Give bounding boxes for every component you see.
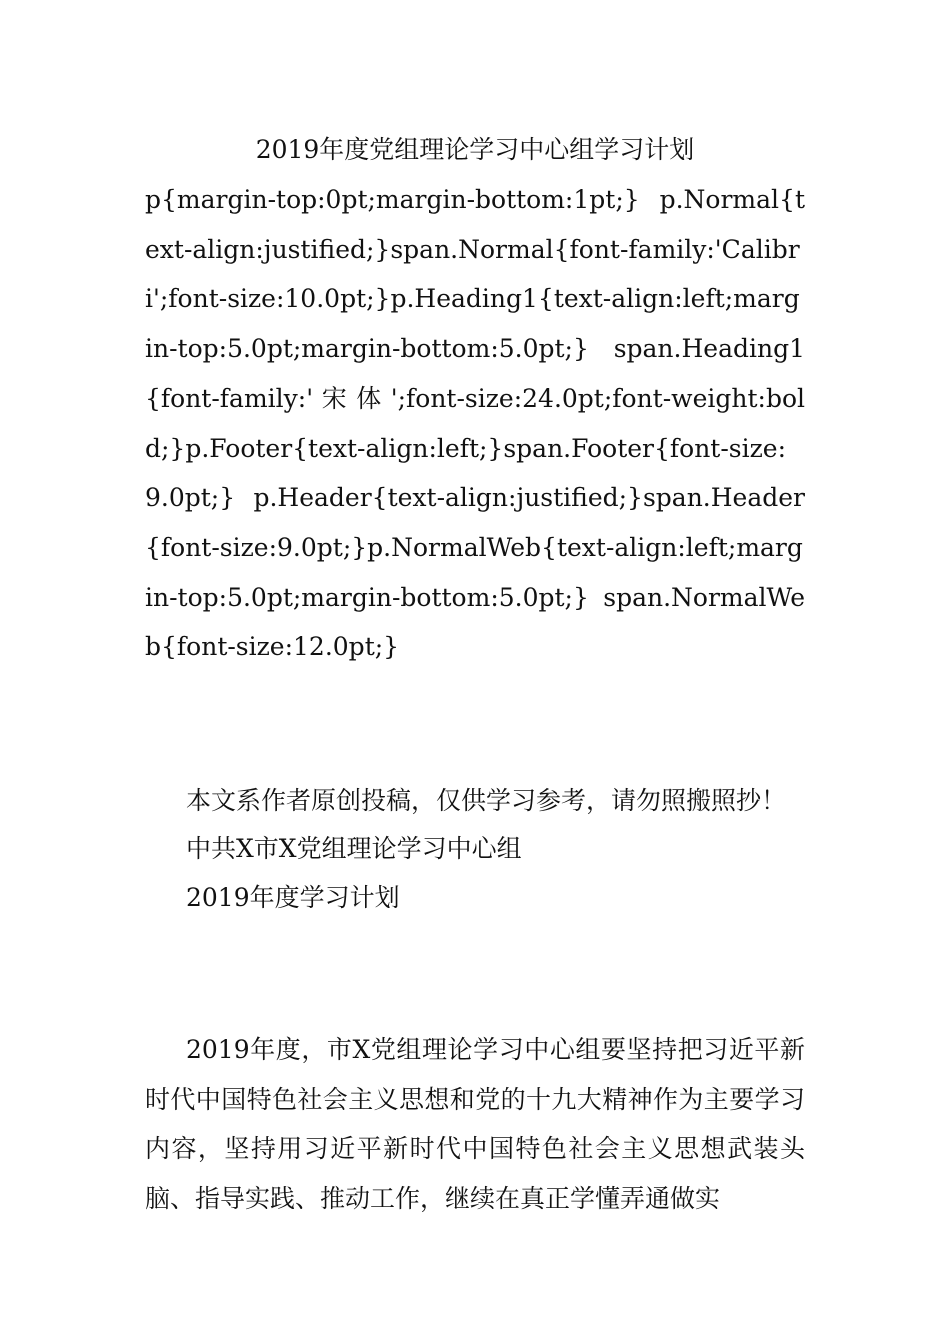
document-title: 2019年度党组理论学习中心组学习计划 [255, 135, 695, 164]
intro-paragraph: 2019年度，市X党组理论学习中心组要坚持把习近平新时代中国特色社会主义思想和党的十九大精神作为主要学习内容，坚持用习近平新时代中国特色社会主义思想武装头脑、指导实践、推动工作，继续在真正学懂弄通做实 [145, 1035, 805, 1213]
organization-name: 中共X市X党组理论学习中心组 [186, 834, 522, 863]
css-style-text: p{margin-top:0pt;margin-bottom:1pt;} p.Normal{text-align:justified;}span.Normal{font-family:'Calibri';font-size:10.0pt;}p.Heading1{text-align:left;margin-top:5.0pt;margin-bottom:5.0pt;} span.Heading1{font-family:' 宋 体 ';font-size:24.0pt;font-weight:bold;}p.Footer{text-align:left;}span.Footer{font-size:9.0pt;} p.Header{text-align:justified;}span.Header{font-size:9.0pt;}p.NormalWeb{text-align:left;margin-top:5.0pt;margin-bottom:5.0pt;} span.NormalWeb{font-size:12.0pt;} [145, 185, 805, 662]
author-notice: 本文系作者原创投稿，仅供学习参考，请勿照搬照抄！ [186, 786, 787, 815]
plan-title: 2019年度学习计划 [186, 883, 400, 912]
